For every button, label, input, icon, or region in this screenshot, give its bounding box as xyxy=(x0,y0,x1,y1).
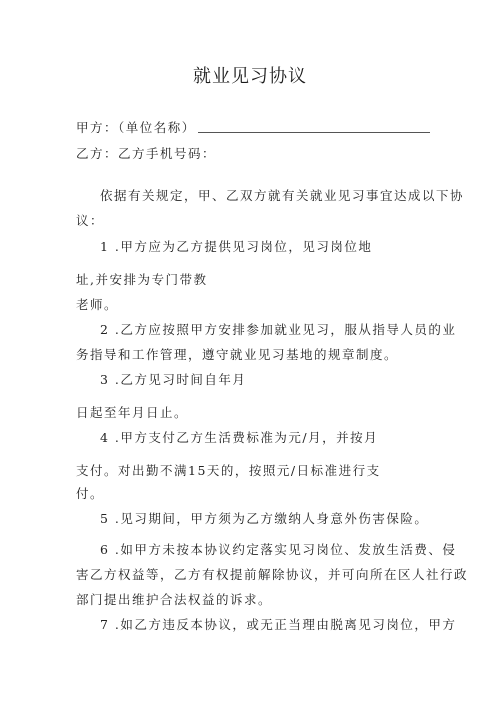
clause-4-line-3: 付。 xyxy=(76,486,105,501)
clause-2-line-1: 2 .乙方应按照甲方安排参加就业见习，服从指导人员的业 xyxy=(100,322,457,337)
clause-2-line-2: 务指导和工作管理，遵守就业见习基地的规章制度。 xyxy=(76,347,399,362)
clause-6-line-1: 6 .如甲方未按本协议约定落实见习岗位、发放生活费、侵 xyxy=(100,542,457,557)
party-a-label: 甲方：（单位名称） xyxy=(76,120,196,135)
clause-1-line-3: 老师。 xyxy=(76,297,119,312)
clause-3-line-2: 日起至年月日止。 xyxy=(76,405,189,420)
clause-1-line-2: 址,并安排为专门带教 xyxy=(76,272,208,287)
clause-3-line-1: 3 .乙方见习时间自年月 xyxy=(100,372,247,387)
clause-5-line-1: 5 .见习期间，甲方须为乙方缴纳人身意外伤害保险。 xyxy=(100,511,429,526)
intro-line-2: 议： xyxy=(76,213,105,228)
clause-6-line-2: 害乙方权益等，乙方有权提前解除协议，并可向所在区人社行政 xyxy=(76,567,469,582)
clause-4-line-1: 4 .甲方支付乙方生活费标准为元/月，并按月 xyxy=(100,430,379,445)
clause-1-line-1: 1 .甲方应为乙方提供见习岗位，见习岗位地 xyxy=(100,239,373,254)
clause-6-line-3: 部门提出维护合法权益的诉求。 xyxy=(76,592,273,607)
party-a-line xyxy=(76,120,430,136)
clause-4-line-2: 支付。对出勤不满15天的，按照元/日标准进行支 xyxy=(76,463,381,478)
intro-line-1: 依据有关规定，甲、乙双方就有关就业见习事宜达成以下协 xyxy=(100,188,465,203)
party-b-line: 乙方：乙方手机号码： xyxy=(76,146,217,161)
document-title: 就业见习协议 xyxy=(193,66,307,87)
party-a-blank xyxy=(198,120,430,133)
clause-7-line-1: 7 .如乙方违反本协议，或无正当理由脱离见习岗位，甲方 xyxy=(100,617,457,632)
